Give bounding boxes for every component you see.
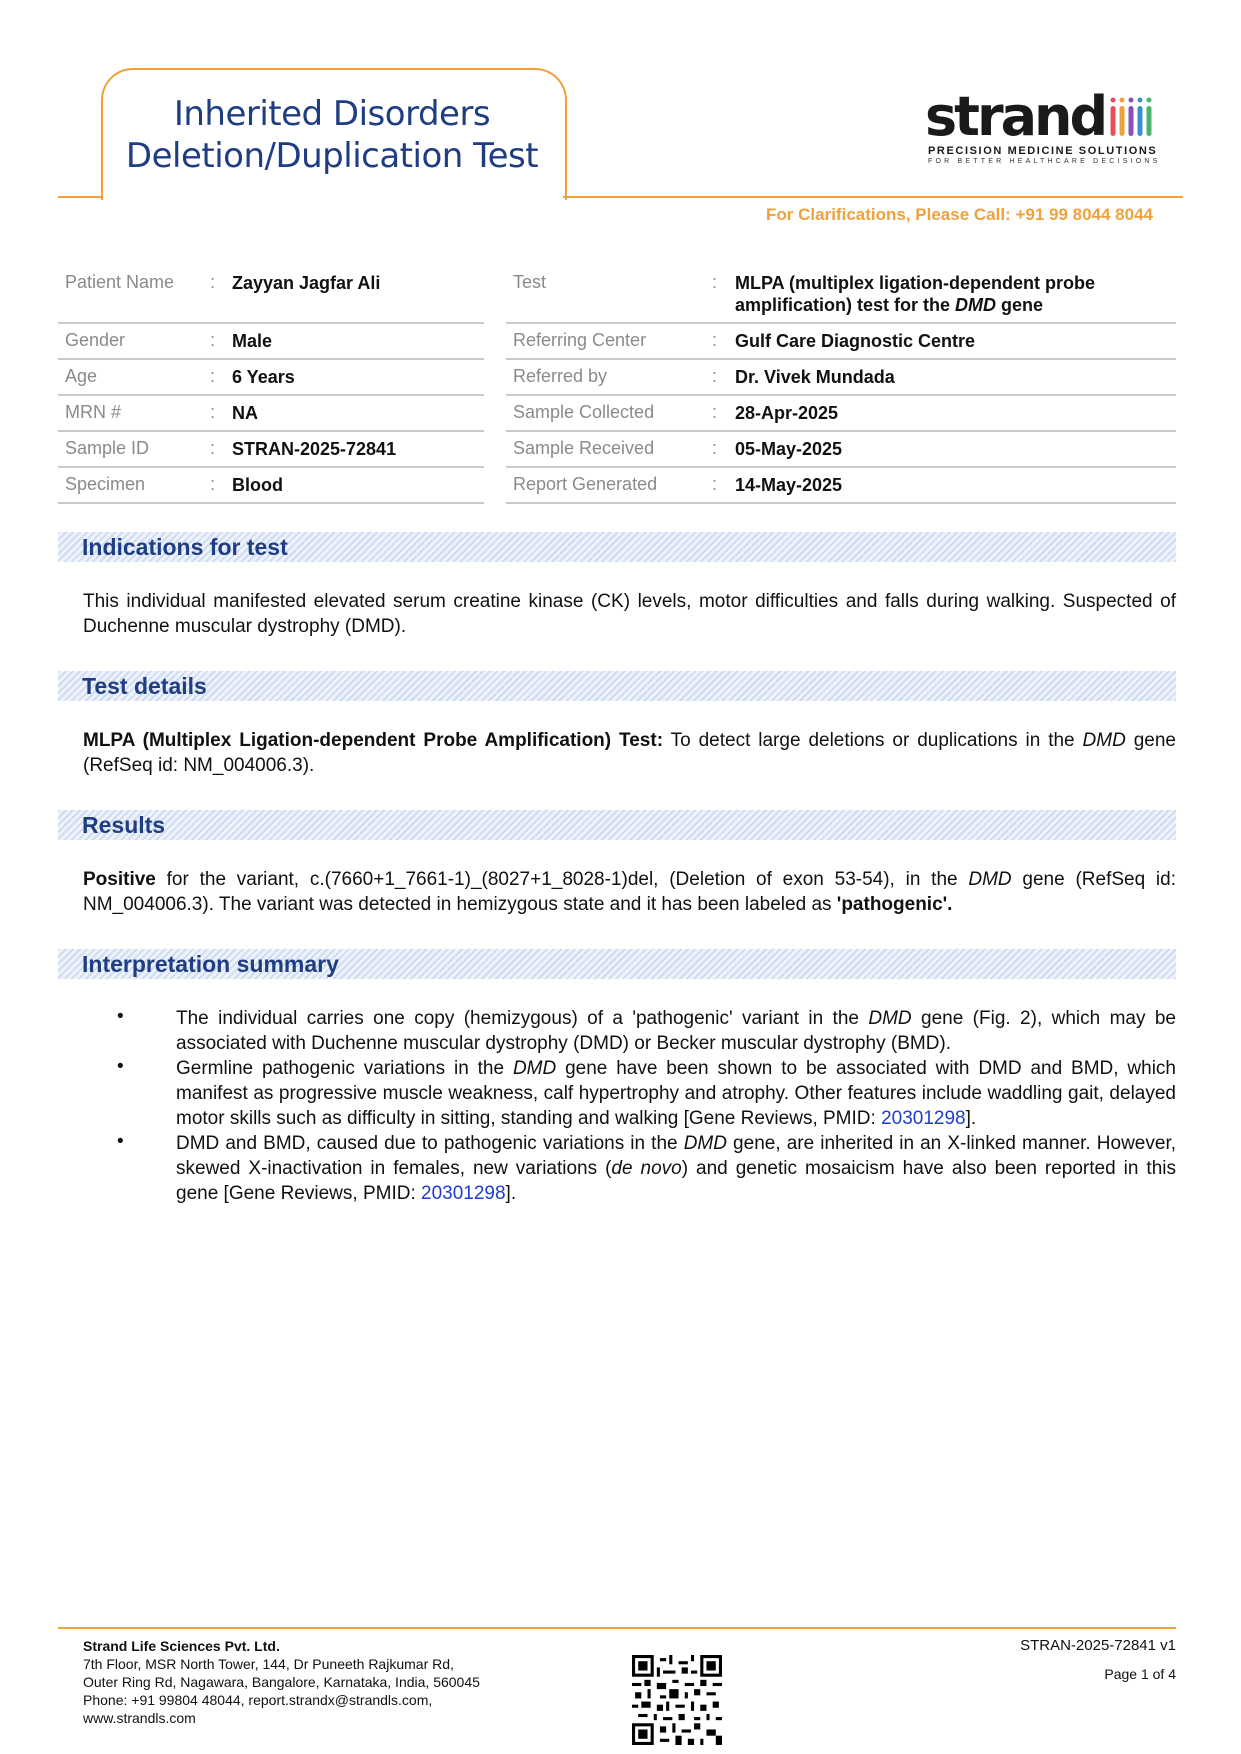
test-row-report-generated (506, 468, 1176, 504)
pmid-link[interactable]: 20301298 (881, 1108, 966, 1129)
test-row-test (506, 266, 1176, 324)
de-novo-term: de novo (611, 1158, 682, 1179)
footer-website[interactable]: www.strandls.com (83, 1710, 196, 1726)
field-label: Age (65, 366, 98, 386)
text-run: gene (Fig. 2), which may be associated with Duchenne muscular dystrophy (DMD) or Becker muscular dystrophy (BMD). (176, 1008, 1176, 1054)
text-run: gene (RefSeq id: NM_004006.3). The variant was detected in hemizygous state and it has been labeled as (83, 869, 1176, 915)
test-details-text (83, 728, 1176, 778)
clarification-phone: For Clarifications, Please Call: +91 99 8044 8044 (766, 205, 1153, 224)
text-run: The individual carries one copy (hemizygous) of a 'pathogenic' variant in the (176, 1008, 869, 1029)
field-label: Sample Received (513, 438, 655, 458)
field-value: Blood (232, 475, 283, 495)
report-title-line2: Deletion/Duplication Test (125, 136, 539, 176)
gene-name: DMD (968, 869, 1012, 890)
bullet: • (117, 1056, 124, 1077)
test-value-line1: MLPA (multiplex ligation-dependent probe (735, 273, 1095, 293)
patient-row-sample-id (58, 432, 484, 468)
field-label: Gender (65, 330, 126, 350)
field-value: 05-May-2025 (735, 439, 843, 459)
colon: : (210, 272, 216, 292)
footer-contact: Phone: +91 99804 48044, report.strandx@strandls.com, (83, 1692, 433, 1708)
colon: : (210, 330, 216, 350)
colon: : (712, 330, 718, 350)
footer-page-number: Page 1 of 4 (1104, 1666, 1176, 1682)
field-label: Sample ID (65, 438, 150, 458)
test-value-line2-end: gene (996, 295, 1044, 315)
gene-name: DMD (955, 295, 997, 315)
field-value: Gulf Care Diagnostic Centre (735, 331, 976, 351)
field-value: STRAN-2025-72841 (232, 439, 397, 459)
field-value: NA (232, 403, 258, 423)
patient-row-mrn (58, 396, 484, 432)
text-run: gene (RefSeq id: NM_004006.3). (83, 730, 1176, 776)
interpretation-bullet-1 (176, 1006, 1176, 1056)
test-row-referred-by (506, 360, 1176, 396)
colon: : (712, 272, 718, 292)
colon: : (210, 366, 216, 386)
field-label: Test (513, 272, 547, 292)
field-value: 14-May-2025 (735, 475, 843, 495)
text-run: gene have been shown to be associated with DMD and BMD, which manifest as progressive muscle weakness, calf hypertrophy and atrophy. Other features include waddling gait, delayed motor skills such as difficulty in sitting, standing and walking [Gene Reviews, PMID: (176, 1058, 1176, 1129)
colon: : (712, 366, 718, 386)
colon: : (712, 474, 718, 494)
field-value: Dr. Vivek Mundada (735, 367, 895, 387)
section-title: Results (82, 812, 166, 838)
interpretation-bullet-2 (176, 1056, 1176, 1131)
test-row-sample-collected (506, 396, 1176, 432)
test-row-referring-center (506, 324, 1176, 360)
brand-subtagline: FOR BETTER HEALTHCARE DECISIONS (928, 158, 1161, 165)
field-label: Report Generated (513, 474, 658, 494)
field-label: MRN # (65, 402, 122, 422)
field-value (735, 272, 1175, 316)
results-text (83, 867, 1176, 917)
text-run: DMD and BMD, caused due to pathogenic variations in the (176, 1133, 684, 1154)
field-label: Referring Center (513, 330, 647, 350)
text-run: To detect large deletions or duplications in the (663, 730, 1083, 751)
qr-code-icon (632, 1655, 722, 1745)
colon: : (712, 402, 718, 422)
brand-tagline: PRECISION MEDICINE SOLUTIONS (928, 145, 1158, 157)
section-title: Test details (82, 673, 207, 699)
field-label: Specimen (65, 474, 146, 494)
text-run: ) and genetic mosaicism have also been reported in this gene [Gene Reviews, PMID: (176, 1158, 1176, 1204)
patient-row-gender (58, 324, 484, 360)
interpretation-bullet-3 (176, 1131, 1176, 1206)
field-value: 6 Years (232, 367, 295, 387)
title-tab (101, 68, 567, 200)
brand-logo-text: strand (925, 85, 1106, 148)
colon: : (712, 438, 718, 458)
text-run: ]. (965, 1108, 977, 1129)
section-header-interpretation (58, 949, 1176, 979)
test-row-sample-received (506, 432, 1176, 468)
field-value: Zayyan Jagfar Ali (232, 273, 381, 293)
colon: : (210, 438, 216, 458)
field-value: Male (232, 331, 273, 351)
bullet: • (117, 1131, 124, 1152)
section-title: Interpretation summary (82, 951, 339, 977)
field-label: Patient Name (65, 272, 175, 292)
footer-rule (58, 1627, 1176, 1629)
footer-address-line1: 7th Floor, MSR North Tower, 144, Dr Puneeth Rajkumar Rd, (83, 1656, 454, 1672)
gene-name: DMD (683, 1133, 727, 1154)
section-header-indications (58, 532, 1176, 562)
text-run: for the variant, c.(7660+1_7661-1)_(8027+1_8028-1)del, (Deletion of exon 53-54), in the (155, 869, 969, 890)
colon: : (210, 474, 216, 494)
field-label: Sample Collected (513, 402, 655, 422)
header-rule-right (563, 196, 1183, 198)
footer-company: Strand Life Sciences Pvt. Ltd. (83, 1638, 280, 1654)
gene-name: DMD (868, 1008, 912, 1029)
section-header-test-details (58, 671, 1176, 701)
patient-row-specimen (58, 468, 484, 504)
patient-row-name (58, 266, 484, 324)
pmid-link[interactable]: 20301298 (421, 1183, 506, 1204)
footer-report-id: STRAN-2025-72841 v1 (1020, 1637, 1176, 1654)
test-value-line2: amplification) test for the (735, 295, 956, 315)
field-value: 28-Apr-2025 (735, 403, 839, 423)
text-run: Germline pathogenic variations in the (176, 1058, 513, 1079)
indications-text: This individual manifested elevated serum creatine kinase (CK) levels, motor difficulties and falls during walking. Suspected of Duchenne muscular dystrophy (DMD). (83, 591, 1176, 637)
brand-logo-icon (1110, 97, 1152, 137)
header-rule-left (58, 196, 103, 198)
result-status: Positive (83, 869, 156, 890)
patient-row-age (58, 360, 484, 396)
footer-address-line2: Outer Ring Rd, Nagawara, Bangalore, Karnataka, India, 560045 (83, 1674, 480, 1690)
text-run: ]. (505, 1183, 517, 1204)
variant-classification: 'pathogenic'. (836, 894, 953, 915)
test-method-label: MLPA (Multiplex Ligation-dependent Probe Amplification) Test: (83, 730, 664, 751)
report-title-line1: Inherited Disorders (173, 94, 491, 134)
text-run: gene, are inherited in an X-linked manner. However, skewed X-inactivation in females, new variations ( (176, 1133, 1177, 1179)
field-label: Referred by (513, 366, 608, 386)
section-header-results (58, 810, 1176, 840)
section-title: Indications for test (82, 534, 288, 560)
gene-name: DMD (1082, 730, 1126, 751)
bullet: • (117, 1006, 124, 1027)
colon: : (210, 402, 216, 422)
gene-name: DMD (512, 1058, 557, 1079)
